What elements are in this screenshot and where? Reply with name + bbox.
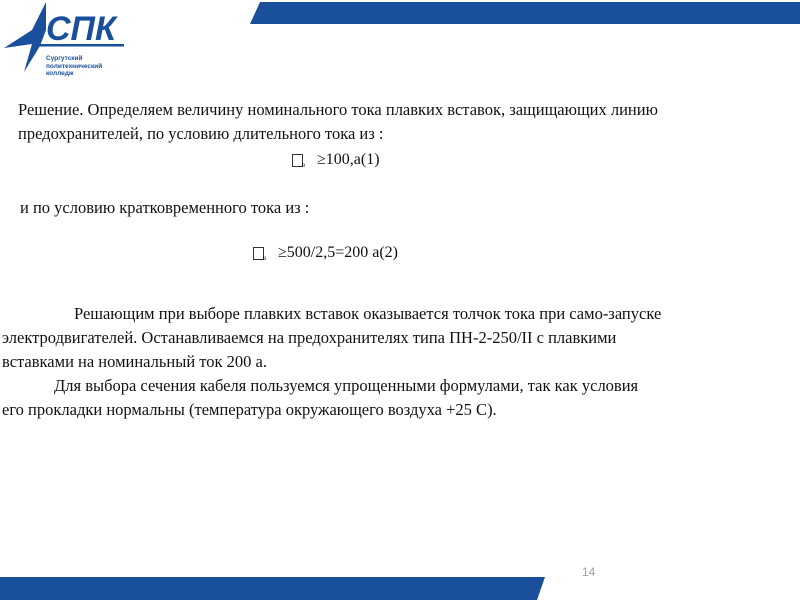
formula-2: [253, 244, 398, 262]
decision-line-3: вставками на номинальный ток 200 а.: [2, 352, 267, 371]
cable-line-1: Для выбора сечения кабеля пользуемся упрощенными формулами, так как условия: [54, 376, 639, 395]
current-symbol-icon: в: [253, 247, 264, 260]
logo-wordmark: СПК: [46, 10, 116, 48]
decision-line-2: электродвигателей. Останавливаемся на предохранителях типа ПН-2-250/II с плавкими: [2, 328, 617, 347]
solution-line-2: предохранителей, по условию длительного тока из :: [18, 124, 384, 143]
college-name: Сургутский политехнический колледж: [46, 55, 103, 77]
header-accent-band: [250, 2, 800, 24]
page-number: 14: [582, 565, 596, 579]
decision-line-1: Решающим при выборе плавких вставок оказывается толчок тока при само-запуске: [74, 304, 662, 323]
solution-line-1: Решение. Определяем величину номинального тока плавких вставок, защищающих линию: [18, 100, 658, 119]
formula-1: [292, 151, 380, 169]
condition-line: и по условию кратковременного тока из :: [20, 198, 310, 217]
formula-1-expression: ≥100,а(1): [317, 151, 380, 168]
college-logo: [2, 0, 132, 80]
footer-accent-band: [0, 577, 545, 600]
cable-line-2: его прокладки нормальны (температура окружающего воздуха +25 С).: [2, 400, 497, 419]
formula-2-expression: ≥500/2,5=200 а(2): [278, 244, 399, 261]
current-symbol-icon: в: [292, 154, 303, 167]
